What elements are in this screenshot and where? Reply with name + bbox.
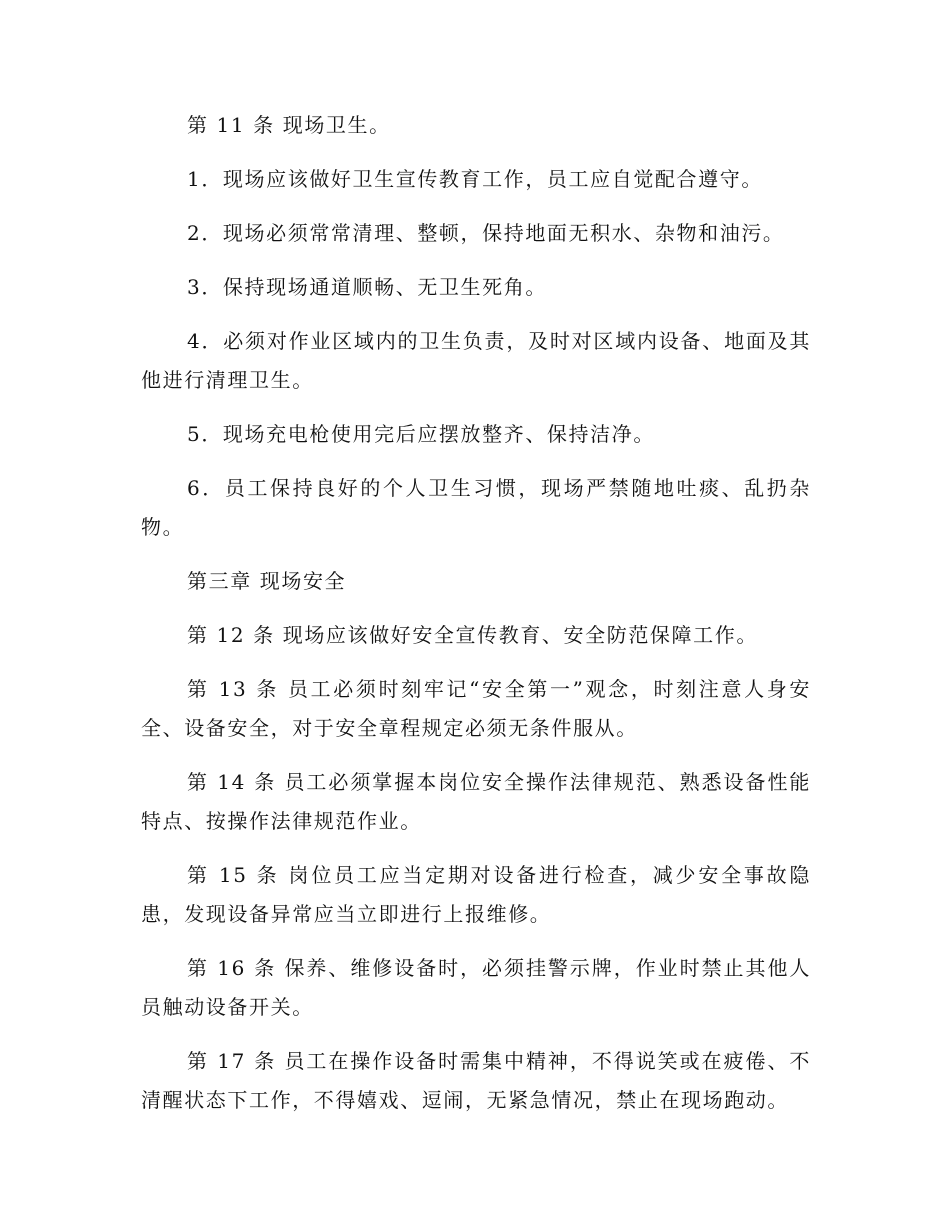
hygiene-item-1: 1．现场应该做好卫生宣传教育工作，员工应自觉配合遵守。 xyxy=(187,167,763,191)
article-11-heading: 第 11 条 现场卫生。 xyxy=(187,113,391,137)
article-17: 第 17 条 员工在操作设备时需集中精神，不得说笑或在疲倦、不清醒状态下工作，不得嬉戏、逗闹，无紧急情况，禁止在现场跑动。 xyxy=(141,1049,811,1112)
hygiene-item-3: 3．保持现场通道顺畅、无卫生死角。 xyxy=(187,275,547,299)
document-body xyxy=(141,106,811,1135)
article-12: 第 12 条 现场应该做好安全宣传教育、安全防范保障工作。 xyxy=(187,623,758,647)
article-15: 第 15 条 岗位员工应当定期对设备进行检查，减少安全事故隐患，发现设备异常应当立即进行上报维修。 xyxy=(141,863,811,926)
chapter-3-heading: 第三章 现场安全 xyxy=(187,569,347,593)
article-16: 第 16 条 保养、维修设备时，必须挂警示牌，作业时禁止其他人员触动设备开关。 xyxy=(141,956,811,1019)
article-14: 第 14 条 员工必须掌握本岗位安全操作法律规范、熟悉设备性能特点、按操作法律规范作业。 xyxy=(141,770,811,833)
hygiene-item-4: 4．必须对作业区域内的卫生负责，及时对区域内设备、地面及其他进行清理卫生。 xyxy=(141,329,811,392)
hygiene-item-5: 5．现场充电枪使用完后应摆放整齐、保持洁净。 xyxy=(187,422,655,446)
article-13: 第 13 条 员工必须时刻牢记“安全第一”观念，时刻注意人身安全、设备安全，对于安全章程规定必须无条件服从。 xyxy=(141,677,811,740)
hygiene-item-2: 2．现场必须常常清理、整顿，保持地面无积水、杂物和油污。 xyxy=(187,221,785,245)
hygiene-item-6: 6．员工保持良好的个人卫生习惯，现场严禁随地吐痰、乱扔杂物。 xyxy=(141,476,811,539)
